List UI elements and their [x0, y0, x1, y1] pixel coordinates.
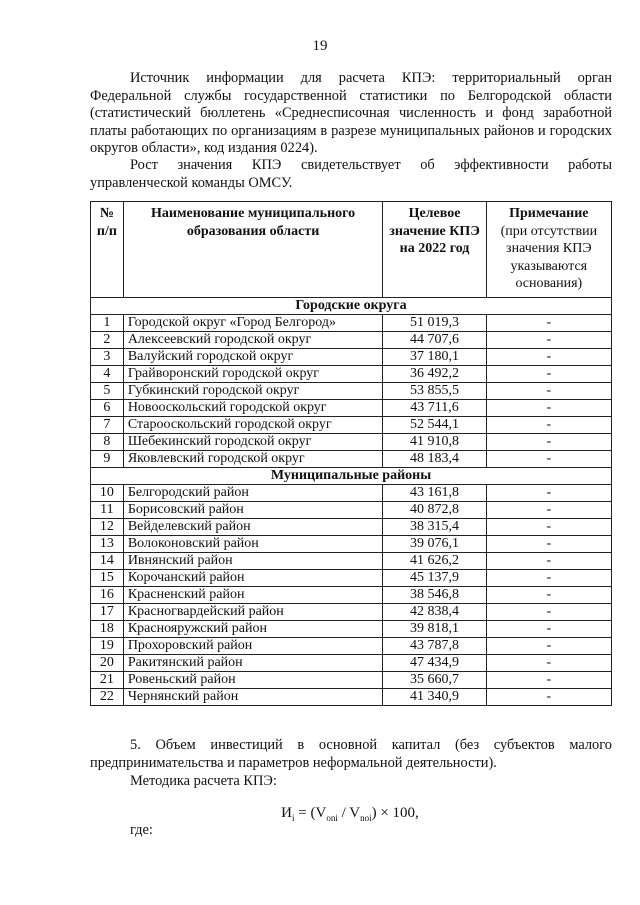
row-number: 19	[91, 637, 124, 654]
row-number: 10	[91, 484, 124, 501]
row-name: Красногвардейский район	[123, 603, 383, 620]
table-row	[91, 535, 612, 552]
row-number: 20	[91, 654, 124, 671]
row-note: -	[486, 637, 611, 654]
formula-lhs-sub: i	[292, 813, 295, 823]
row-name: Прохоровский район	[123, 637, 383, 654]
table-row	[91, 382, 612, 399]
table-header	[91, 202, 612, 298]
row-name: Старооскольский городской округ	[123, 416, 383, 433]
formula-sub-2: noi	[360, 813, 372, 823]
row-number: 7	[91, 416, 124, 433]
row-note: -	[486, 535, 611, 552]
row-number: 21	[91, 671, 124, 688]
table-row	[91, 416, 612, 433]
row-note: -	[486, 552, 611, 569]
row-note: -	[486, 348, 611, 365]
row-value: 38 546,8	[383, 586, 486, 603]
table-row	[91, 552, 612, 569]
row-number: 11	[91, 501, 124, 518]
row-value: 45 137,9	[383, 569, 486, 586]
table-row	[91, 688, 612, 705]
row-number: 18	[91, 620, 124, 637]
row-name: Грайворонский городской округ	[123, 365, 383, 382]
row-note: -	[486, 518, 611, 535]
row-number: 5	[91, 382, 124, 399]
row-value: 38 315,4	[383, 518, 486, 535]
row-note: -	[486, 671, 611, 688]
row-value: 39 818,1	[383, 620, 486, 637]
paragraph-investment-text: 5. Объем инвестиций в основной капитал (без субъектов малого предпринимательства и параметров неформальной деятельности).	[90, 737, 612, 771]
row-value: 41 626,2	[383, 552, 486, 569]
formula-slash: / V	[337, 805, 361, 821]
header-name: Наименование муниципального образования области	[123, 202, 383, 298]
page-number: 19	[312, 38, 328, 54]
row-note: -	[486, 586, 611, 603]
row-note: -	[486, 569, 611, 586]
table-row	[91, 399, 612, 416]
paragraph-source	[90, 70, 612, 158]
row-name: Валуйский городской округ	[123, 348, 383, 365]
row-value: 35 660,7	[383, 671, 486, 688]
row-value: 43 161,8	[383, 484, 486, 501]
table-row	[91, 348, 612, 365]
row-value: 37 180,1	[383, 348, 486, 365]
table-row	[91, 603, 612, 620]
row-name: Краснояружский район	[123, 620, 383, 637]
table-body	[91, 297, 612, 705]
row-note: -	[486, 501, 611, 518]
row-value: 52 544,1	[383, 416, 486, 433]
paragraph-method: Методика расчета КПЭ:	[130, 773, 277, 789]
row-note: -	[486, 603, 611, 620]
formula-eq: = (V	[294, 805, 327, 821]
table-row	[91, 654, 612, 671]
row-name: Корочанский район	[123, 569, 383, 586]
row-note: -	[486, 450, 611, 467]
header-num: № п/п	[91, 202, 124, 298]
table-row	[91, 586, 612, 603]
row-value: 47 434,9	[383, 654, 486, 671]
row-name: Шебекинский городской округ	[123, 433, 383, 450]
row-name: Ровеньский район	[123, 671, 383, 688]
row-value: 40 872,8	[383, 501, 486, 518]
row-name: Городской округ «Город Белгород»	[123, 314, 383, 331]
group-title: Муниципальные районы	[91, 467, 612, 484]
row-note: -	[486, 688, 611, 705]
row-number: 1	[91, 314, 124, 331]
row-number: 12	[91, 518, 124, 535]
group-row-city-districts	[91, 297, 612, 314]
row-number: 6	[91, 399, 124, 416]
formula-tail: ) × 100,	[371, 805, 419, 821]
row-note: -	[486, 484, 611, 501]
row-name: Яковлевский городской округ	[123, 450, 383, 467]
paragraph-investment	[90, 737, 612, 772]
header-value: Целевое значение КПЭ на 2022 год	[383, 202, 486, 298]
row-note: -	[486, 365, 611, 382]
table-row	[91, 433, 612, 450]
row-name: Ракитянский район	[123, 654, 383, 671]
header-note	[486, 202, 611, 298]
table-row	[91, 331, 612, 348]
formula-lhs: И	[281, 805, 293, 821]
row-name: Вейделевский район	[123, 518, 383, 535]
paragraph-growth	[90, 157, 612, 192]
row-name: Губкинский городской округ	[123, 382, 383, 399]
header-note-title: Примечание	[509, 206, 589, 221]
row-value: 42 838,4	[383, 603, 486, 620]
row-value: 41 910,8	[383, 433, 486, 450]
table-row	[91, 637, 612, 654]
row-name: Красненский район	[123, 586, 383, 603]
row-name: Чернянский район	[123, 688, 383, 705]
row-note: -	[486, 331, 611, 348]
row-note: -	[486, 382, 611, 399]
row-number: 2	[91, 331, 124, 348]
row-number: 13	[91, 535, 124, 552]
where-label: где:	[130, 822, 153, 838]
table-row	[91, 484, 612, 501]
group-row-municipal-districts	[91, 467, 612, 484]
row-number: 9	[91, 450, 124, 467]
row-value: 43 787,8	[383, 637, 486, 654]
row-note: -	[486, 654, 611, 671]
paragraph-source-text: Источник информации для расчета КПЭ: территориальный орган Федеральной службы государственной статистики по Белгородской области (статистический бюллетень «Среднесписочная численность и фонд заработной платы работающих по организациям в разрезе муниципальных районов и городских округов области», код издания 0224).	[90, 70, 612, 157]
row-name: Борисовский район	[123, 501, 383, 518]
header-note-text: (при отсутствии значения КПЭ указываются основания)	[500, 223, 598, 291]
table-row	[91, 671, 612, 688]
row-note: -	[486, 433, 611, 450]
row-note: -	[486, 314, 611, 331]
row-number: 17	[91, 603, 124, 620]
row-number: 22	[91, 688, 124, 705]
table-row	[91, 450, 612, 467]
row-value: 36 492,2	[383, 365, 486, 382]
table-row	[91, 569, 612, 586]
row-value: 51 019,3	[383, 314, 486, 331]
row-note: -	[486, 416, 611, 433]
row-number: 15	[91, 569, 124, 586]
row-number: 4	[91, 365, 124, 382]
row-name: Новооскольский городской округ	[123, 399, 383, 416]
row-value: 41 340,9	[383, 688, 486, 705]
paragraph-growth-text: Рост значения КПЭ свидетельствует об эффективности работы управленческой команды ОМСУ.	[90, 157, 612, 191]
row-name: Алексеевский городской округ	[123, 331, 383, 348]
table-row	[91, 314, 612, 331]
row-value: 39 076,1	[383, 535, 486, 552]
row-note: -	[486, 399, 611, 416]
row-value: 43 711,6	[383, 399, 486, 416]
kpe-table	[90, 201, 612, 706]
row-note: -	[486, 620, 611, 637]
formula	[0, 805, 640, 823]
group-title: Городские округа	[91, 297, 612, 314]
row-name: Волоконовский район	[123, 535, 383, 552]
table-row	[91, 365, 612, 382]
table-row	[91, 501, 612, 518]
formula-sub-1: oni	[326, 813, 338, 823]
row-name: Ивнянский район	[123, 552, 383, 569]
row-number: 14	[91, 552, 124, 569]
table-row	[91, 620, 612, 637]
row-number: 16	[91, 586, 124, 603]
row-name: Белгородский район	[123, 484, 383, 501]
row-number: 8	[91, 433, 124, 450]
row-number: 3	[91, 348, 124, 365]
row-value: 53 855,5	[383, 382, 486, 399]
row-value: 44 707,6	[383, 331, 486, 348]
table-row	[91, 518, 612, 535]
row-value: 48 183,4	[383, 450, 486, 467]
